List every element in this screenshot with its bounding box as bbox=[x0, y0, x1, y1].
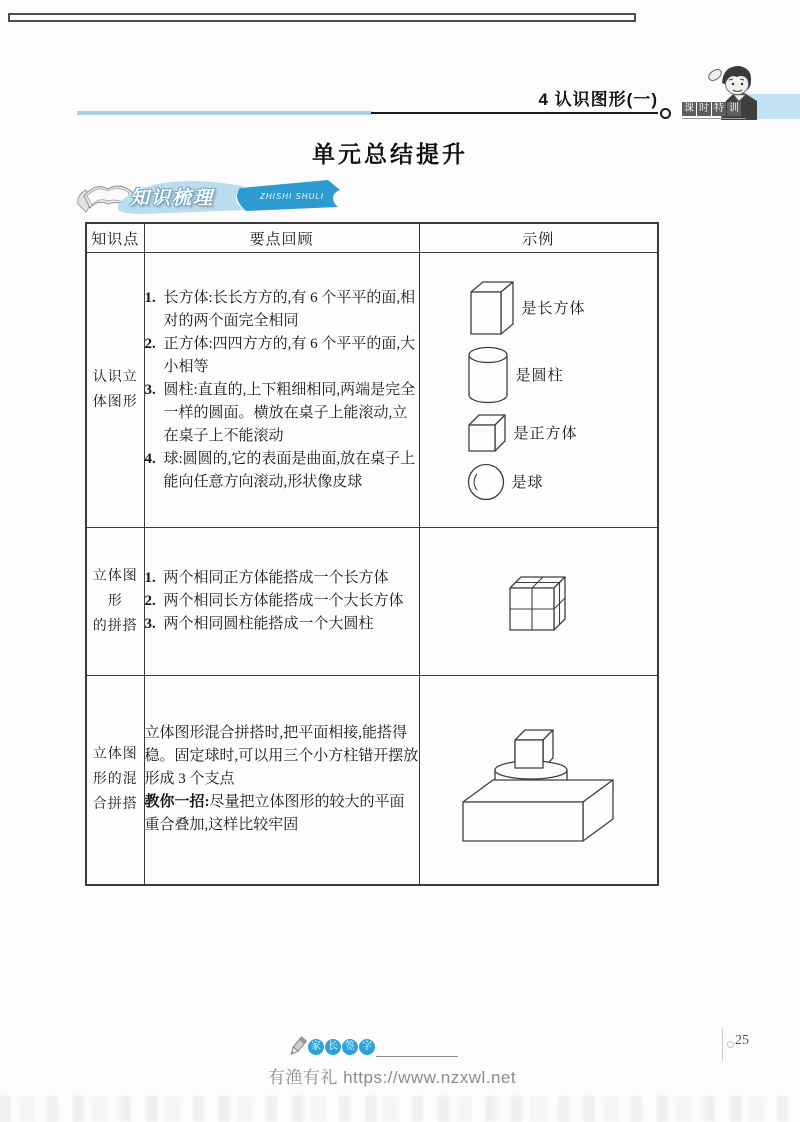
sign-char: 签 bbox=[341, 1038, 359, 1056]
review-tip: 教你一招:尽量把立体图形的较大的平面重合叠加,这样比较牢固 bbox=[144, 794, 405, 834]
example-item bbox=[466, 346, 658, 404]
review-point: 4. 球:圆圆的,它的表面是曲面,放在桌子上能向任意方向滚动,形状像皮球 bbox=[144, 450, 416, 490]
signature-line bbox=[376, 1056, 458, 1057]
table-row bbox=[86, 253, 658, 528]
example-item bbox=[466, 413, 658, 453]
review-paragraph: 立体图形混合拼搭时,把平面相接,能搭得稳。固定球时,可以用三个小方柱错开摆放形成 3 个支点 bbox=[144, 725, 419, 788]
topic-line: 认识立 bbox=[92, 370, 138, 385]
col-header-review: 要点回顾 bbox=[144, 223, 419, 253]
chapter-header: 4 认识图形(一) bbox=[538, 90, 658, 109]
topic-line: 立体图形 bbox=[92, 569, 138, 609]
review-point: 1. 长方体:长长方方的,有 6 个平平的面,相对的两个面完全相同 bbox=[144, 289, 416, 329]
watermark-text: 有渔有礼 https://www.nzxwl.net bbox=[267, 1068, 517, 1087]
badge-char: 课 bbox=[684, 103, 694, 114]
table-row bbox=[86, 676, 658, 885]
topic-line: 的拼搭 bbox=[92, 619, 138, 634]
example-cell bbox=[419, 676, 658, 885]
sphere-icon bbox=[466, 462, 506, 502]
cube-icon bbox=[466, 413, 508, 453]
review-cell bbox=[144, 528, 419, 676]
example-item bbox=[466, 279, 658, 337]
example-cell bbox=[419, 253, 658, 528]
cylinder-icon bbox=[466, 346, 510, 404]
mixed-stack-icon bbox=[453, 718, 623, 842]
topic-line: 合拼搭 bbox=[92, 797, 138, 813]
example-label: 是球 bbox=[511, 475, 544, 491]
header-rule-blue bbox=[77, 111, 372, 115]
knowledge-table bbox=[85, 222, 659, 886]
review-cell bbox=[144, 253, 419, 528]
page-number: 25 bbox=[735, 1033, 749, 1048]
review-cell bbox=[144, 676, 419, 885]
review-point: 3. 圆柱:直直的,上下粗细相同,两端是完全一样的圆面。横放在桌子上能滚动,立在桌子上不能滚动 bbox=[144, 381, 416, 444]
example-label: 是长方体 bbox=[521, 301, 586, 317]
review-point: 2. 正方体:四四方方的,有 6 个平平的面,大小相等 bbox=[144, 335, 416, 375]
topic-line: 立体图 bbox=[92, 747, 138, 763]
example-label: 是圆柱 bbox=[515, 368, 564, 384]
knowledge-banner bbox=[72, 176, 352, 220]
example-item bbox=[466, 462, 658, 502]
stacked-cubes-icon bbox=[507, 571, 569, 633]
table-header-row bbox=[86, 223, 658, 253]
review-point: 2. 两个相同长方体能搭成一个大长方体 bbox=[144, 593, 404, 609]
topic-line: 体图形 bbox=[92, 395, 138, 410]
page-number-divider bbox=[722, 1028, 723, 1061]
col-header-topic: 知识点 bbox=[86, 223, 144, 253]
badge-char: 时 bbox=[699, 103, 709, 114]
parent-sign-label bbox=[307, 1038, 375, 1056]
header-rule-end-circle bbox=[660, 108, 671, 119]
cuboid-icon bbox=[466, 279, 516, 337]
table-row bbox=[86, 528, 658, 676]
example-label: 是正方体 bbox=[513, 426, 578, 442]
scan-noise-strip bbox=[0, 1096, 800, 1122]
topic-line: 形的混 bbox=[92, 772, 138, 788]
badge-char: 特 bbox=[714, 103, 724, 114]
sign-char: 家 bbox=[307, 1038, 325, 1056]
top-frame-decoration bbox=[8, 13, 636, 22]
review-point: 3. 两个相同圆柱能搭成一个大圆柱 bbox=[144, 616, 374, 632]
page-number-dot bbox=[727, 1041, 734, 1048]
banner-pinyin: ZHISHI SHULI bbox=[260, 192, 325, 201]
pencil-icon bbox=[286, 1036, 308, 1058]
topic-cell bbox=[86, 253, 144, 528]
badge-label bbox=[682, 102, 741, 116]
topic-cell bbox=[86, 676, 144, 885]
badge-char: 训 bbox=[729, 103, 739, 114]
page-title: 单元总结提升 bbox=[312, 141, 468, 167]
topic-cell bbox=[86, 528, 144, 676]
sign-char: 长 bbox=[324, 1038, 342, 1056]
header-rule-black bbox=[371, 112, 658, 114]
col-header-example: 示例 bbox=[419, 223, 658, 253]
example-cell bbox=[419, 528, 658, 676]
sign-char: 字 bbox=[358, 1038, 376, 1056]
banner-label: 知识梳理 bbox=[130, 188, 215, 209]
badge-underline bbox=[682, 118, 746, 119]
review-point: 1. 两个相同正方体能搭成一个长方体 bbox=[144, 570, 389, 586]
